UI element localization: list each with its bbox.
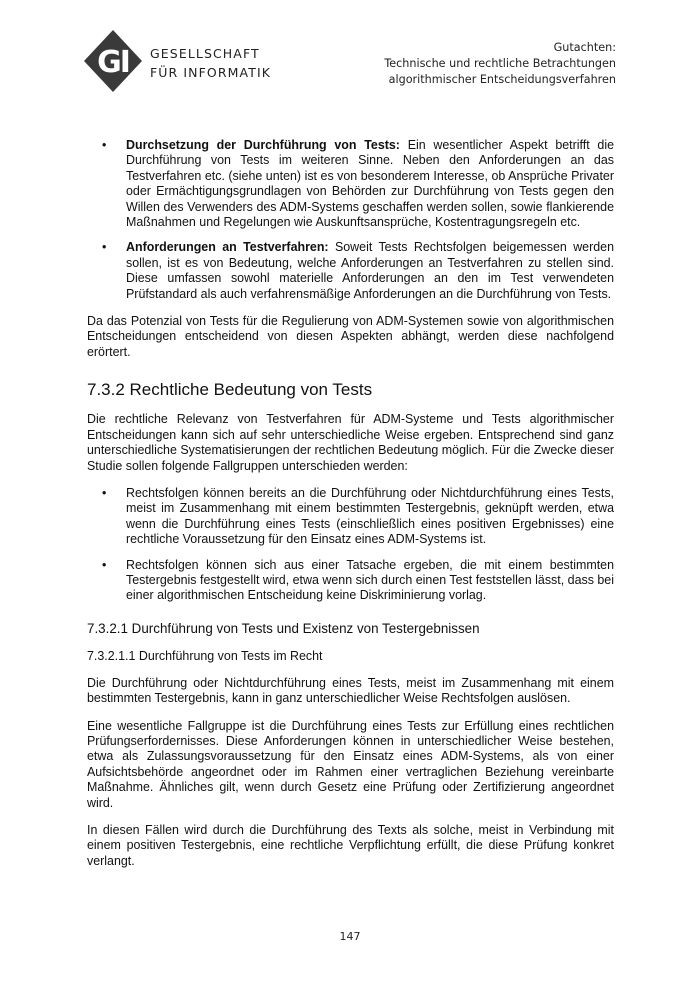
- logo-letters: GI: [97, 45, 129, 80]
- list-item-title: Anforderungen an Testverfahren:: [126, 240, 329, 255]
- page-header: [0, 0, 700, 110]
- list-item-text: Rechtsfolgen können bereits an die Durchführung oder Nichtdurchführung eines Tests, meist im Zusammenhang mit einem bestimmten Testergebnis, geknüpft werden, etwa wenn die Durchführung eines Tests (einschließlich eines positiven Ergebnisses) eine rechtliche Voraussetzung für den Einsatz eines ADM-Systems ist.: [126, 485, 614, 547]
- org-line-1: GESELLSCHAFT: [150, 46, 260, 61]
- list-item-text: Soweit Tests Rechtsfolgen beigemessen werden sollen, ist es von Bedeutung, welche Anforderungen an Testverfahren zu stellen sind. Diese umfassen sowohl materielle Anforderungen an den im Test verwendeten Prüfstandard als auch verfahrensmäßige Anforderungen an die Durchführung von Tests.: [126, 240, 614, 301]
- page-number: 147: [339, 930, 361, 943]
- list-item-text: Ein wesentlicher Aspekt betrifft die Durchführung von Tests im weiteren Sinne. Neben den Anforderungen an das Testverfahren etc. (siehe unten) ist es von besonderem Interesse, ob Ansprüche Privater oder Ermächtigungsgrundlagen von Behörden zur Durchführung von Tests gegen den Willen des Verwenders des ADM-Systems geschaffen werden sollen, sowie flankierende Maßnahmen und Regelungen wie Auskunftsansprüche, Kostentragungsregeln etc.: [126, 138, 615, 230]
- bullet-dot: •: [102, 138, 107, 152]
- running-title: [384, 40, 616, 88]
- running-title-line-2: Technische und rechtliche Betrachtungen: [384, 57, 616, 70]
- bullet-dot: •: [102, 557, 107, 572]
- running-title-line-3: algorithmischer Entscheidungsverfahren: [388, 73, 616, 86]
- list-item-text: Rechtsfolgen können sich aus einer Tatsache ergeben, die mit einem bestimmten Testergebnis festgestellt wird, etwa wenn sich durch einen Test feststellen lässt, dass bei einer algorithmischen Entscheidung keine Diskriminierung vorlag.: [126, 557, 614, 603]
- org-line-2: FÜR INFORMATIK: [150, 65, 272, 80]
- list-item: [87, 240, 614, 302]
- paragraph: Die rechtliche Relevanz von Testverfahren für ADM-Systeme und Tests algorithmischer Entscheidungen kann sich auf sehr unterschiedliche Weise ergeben. Entsprechend sind ganz unterschiedliche Systematisierungen der rechtlichen Bedeutung möglich. Für die Zwecke dieser Studie sollen folgende Fallgruppen unterschieden werden:: [87, 412, 614, 473]
- organization-name: [150, 44, 271, 82]
- bullet-dot: •: [102, 485, 107, 500]
- paragraph: In diesen Fällen wird durch die Durchführung des Texts als solche, meist in Verbindung mit einem positiven Testergebnis, eine rechtliche Verpflichtung erfüllt, die diese Prüfung konkret verlangt.: [87, 823, 614, 868]
- list-item: [87, 558, 614, 604]
- list-item: [87, 486, 614, 548]
- bullet-list-fallgruppen: [87, 486, 614, 604]
- gi-logo-icon: [84, 30, 142, 92]
- list-item: [87, 138, 614, 230]
- section-heading-7-3-2: 7.3.2 Rechtliche Bedeutung von Tests: [87, 380, 373, 400]
- paragraph: Da das Potenzial von Tests für die Regulierung von ADM-Systemen sowie von algorithmischen Entscheidungen entscheidend von diesen Aspekten abhängt, werden diese nachfolgend erörtert.: [87, 314, 614, 359]
- section-heading-7-3-2-1: 7.3.2.1 Durchführung von Tests und Existenz von Testergebnissen: [87, 620, 480, 636]
- paragraph: Eine wesentliche Fallgruppe ist die Durchführung eines Tests zur Erfüllung eines rechtlichen Prüfungserfordernisses. Diese Anforderungen können in unterschiedlicher Weise bestehen, etwa als Zulassungsvoraussetzung für den Einsatz eines ADM-Systems, als von einer Aufsichtsbehörde angeordnet oder im Rahmen einer vertraglichen Beziehung vereinbarte Maßnahme. Ähnliches gilt, wenn durch Gesetz eine Prüfung oder Zertifizierung angeordnet wird.: [87, 718, 614, 810]
- bullet-dot: •: [102, 240, 107, 255]
- bullet-list-aspects: [87, 138, 614, 302]
- paragraph: Die Durchführung oder Nichtdurchführung eines Tests, meist im Zusammenhang mit einem bestimmten Testergebnis, kann in ganz unterschiedlicher Weise Rechtsfolgen auslösen.: [87, 675, 614, 706]
- list-item-title: Durchsetzung der Durchführung von Tests:: [126, 138, 400, 152]
- running-title-line-1: Gutachten:: [553, 41, 616, 54]
- page-body: [87, 138, 614, 881]
- section-heading-7-3-2-1-1: 7.3.2.1.1 Durchführung von Tests im Recht: [87, 648, 323, 663]
